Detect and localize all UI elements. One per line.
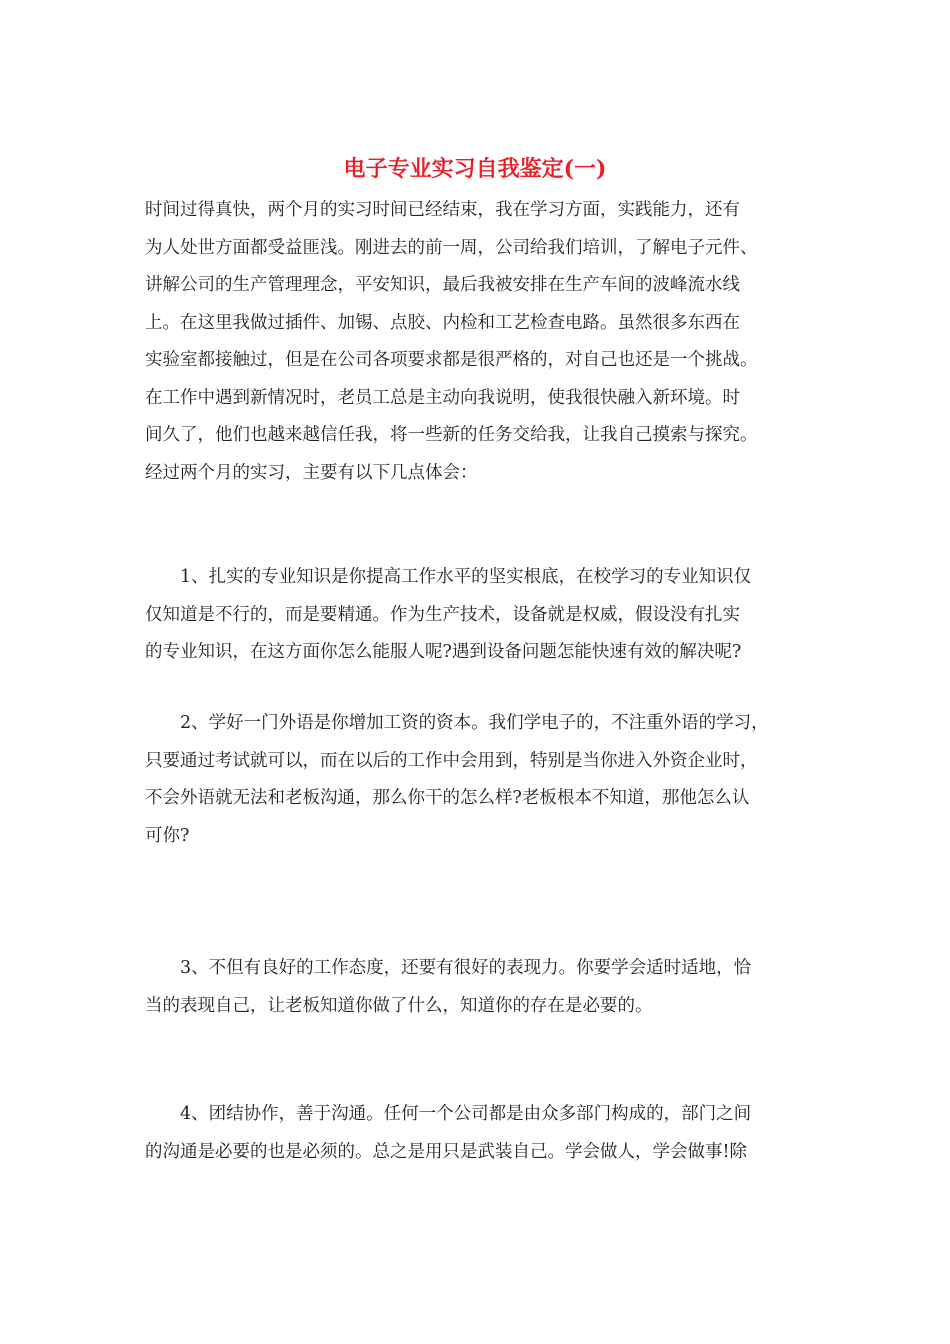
intro-paragraph — [145, 192, 805, 492]
point-4-paragraph — [145, 1096, 805, 1171]
text-line: 经过两个月的实习，主要有以下几点体会： — [145, 462, 478, 483]
text-line: 2、学好一门外语是你增加工资的资本。我们学电子的，不注重外语的学习， — [145, 713, 769, 733]
text-line: 当的表现自己，让老板知道你做了什么，知道你的存在是必要的。 — [145, 995, 653, 1016]
text-line: 可你? — [145, 825, 190, 846]
text-line: 上。在这里我做过插件、加锡、点胶、内检和工艺检查电路。虽然很多东西在 — [145, 312, 740, 333]
text-line: 的沟通是必要的也是必须的。总之是用只是武装自己。学会做人，学会做事!除 — [145, 1141, 748, 1162]
text-line: 为人处世方面都受益匪浅。刚进去的前一周，公司给我们培训，了解电子元件、 — [145, 237, 758, 258]
point-1-paragraph — [145, 559, 805, 672]
document-title: 电子专业实习自我鉴定(一) — [343, 156, 607, 182]
point-3-paragraph — [145, 950, 805, 1025]
text-line: 仅知道是不行的，而是要精通。作为生产技术，设备就是权威，假设没有扎实 — [145, 604, 740, 625]
text-line: 时间过得真快，两个月的实习时间已经结束，我在学习方面，实践能力，还有 — [145, 200, 740, 220]
text-line: 实验室都接触过，但是在公司各项要求都是很严格的，对自己也还是一个挑战。 — [145, 350, 758, 370]
text-line: 讲解公司的生产管理理念，平安知识，最后我被安排在生产车间的波峰流水线 — [145, 275, 740, 295]
point-2-paragraph — [145, 705, 805, 855]
text-line: 1、扎实的专业知识是你提高工作水平的坚实根底，在校学习的专业知识仅 — [145, 567, 752, 587]
text-line: 的专业知识，在这方面你怎么能服人呢?遇到设备问题怎能快速有效的解决呢? — [145, 642, 742, 662]
text-line: 在工作中遇到新情况时，老员工总是主动向我说明，使我很快融入新环境。时 — [145, 387, 740, 408]
text-line: 3、不但有良好的工作态度，还要有很好的表现力。你要学会适时适地，恰 — [145, 958, 752, 978]
text-line: 只要通过考试就可以，而在以后的工作中会用到，特别是当你进入外资企业时， — [145, 750, 758, 771]
text-line: 4、团结协作，善于沟通。任何一个公司都是由众多部门构成的，部门之间 — [145, 1104, 752, 1124]
text-line: 不会外语就无法和老板沟通，那么你干的怎么样?老板根本不知道，那他怎么认 — [145, 788, 750, 808]
text-line: 间久了，他们也越来越信任我，将一些新的任务交给我，让我自己摸索与探究。 — [145, 425, 758, 445]
